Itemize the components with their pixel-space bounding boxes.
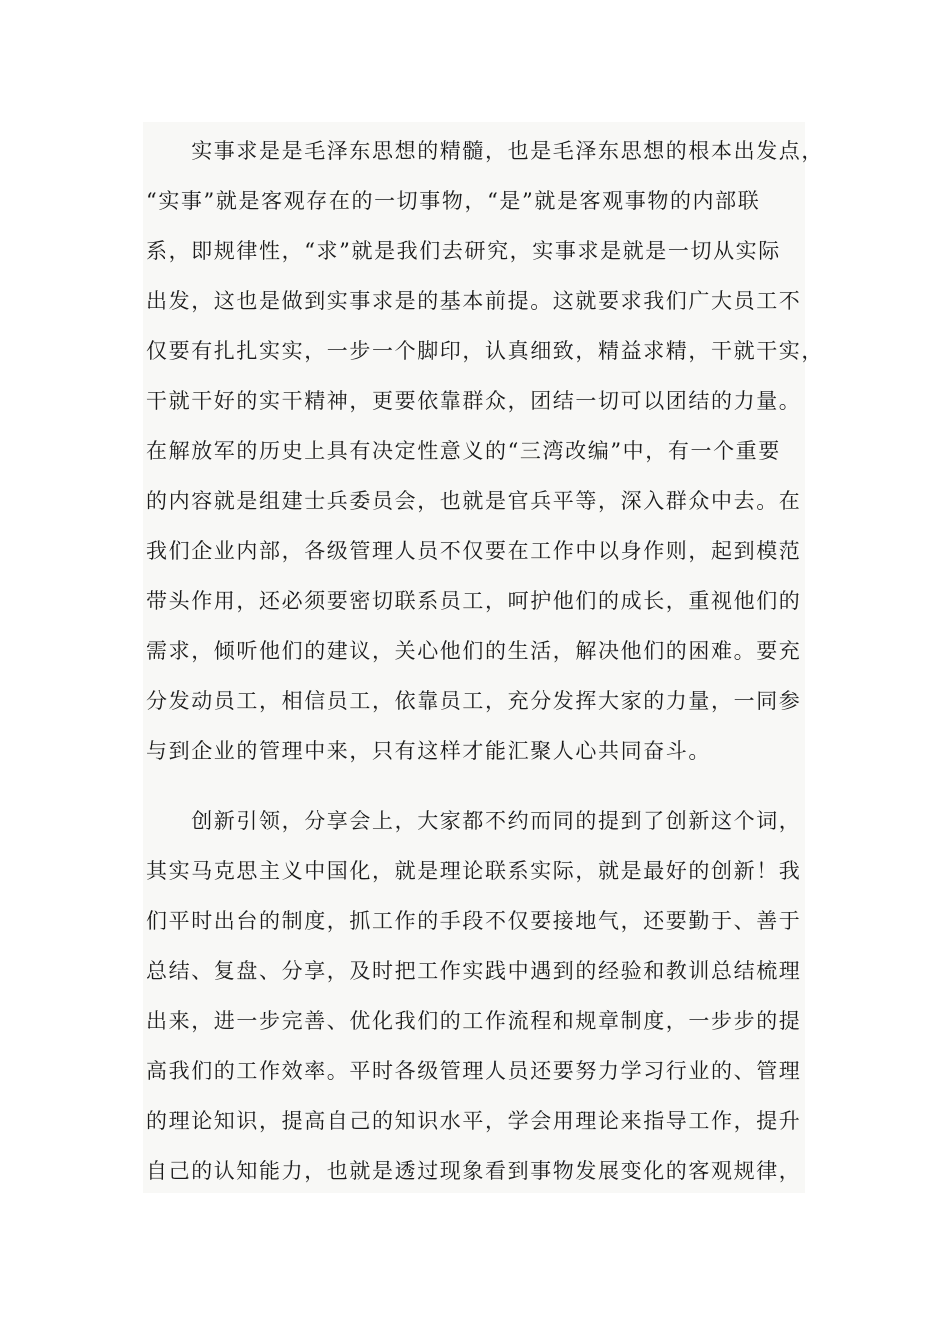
paragraph-1-line-4: 出发，这也是做到实事求是的基本前提。这就要求我们广大员工不 [146,289,802,313]
paragraph-1-line-7: 在解放军的历史上具有决定性意义的“三湾改编”中，有一个重要 [146,439,781,463]
paragraph-2-line-8: 自己的认知能力，也就是透过现象看到事物发展变化的客观规律， [146,1159,802,1183]
paragraph-1-line-13: 与到企业的管理中来，只有这样才能汇聚人心共同奋斗。 [146,739,711,763]
paragraph-1-line-8: 的内容就是组建士兵委员会，也就是官兵平等，深入群众中去。在 [146,489,802,513]
paragraph-1-line-2: “实事”就是客观存在的一切事物，“是”就是客观事物的内部联 [146,189,761,213]
paragraph-1-line-3: 系，即规律性，“求”就是我们去研究，实事求是就是一切从实际 [146,239,781,263]
paragraph-1-line-6: 干就干好的实干精神，更要依靠群众，团结一切可以团结的力量。 [146,389,802,413]
paragraph-2-line-6: 高我们的工作效率。平时各级管理人员还要努力学习行业的、管理 [146,1059,802,1083]
paragraph-1-line-5: 仅要有扎扎实实，一步一个脚印，认真细致，精益求精，干就干实， [146,339,824,363]
paragraph-1-line-12: 分发动员工，相信员工，依靠员工，充分发挥大家的力量，一同参 [146,689,802,713]
paragraph-1-line-1: 实事求是是毛泽东思想的精髓，也是毛泽东思想的根本出发点， [146,139,824,163]
paragraph-2-line-2: 其实马克思主义中国化，就是理论联系实际，就是最好的创新！我 [146,859,802,883]
paragraph-2-line-3: 们平时出台的制度，抓工作的手段不仅要接地气，还要勤于、善于 [146,909,802,933]
paragraph-2-line-5: 出来，进一步完善、优化我们的工作流程和规章制度，一步步的提 [146,1009,802,1033]
document-text-block [143,122,824,1193]
paragraph-2-line-7: 的理论知识，提高自己的知识水平，学会用理论来指导工作，提升 [146,1109,802,1133]
paragraph-2-line-4: 总结、复盘、分享，及时把工作实践中遇到的经验和教训总结梳理 [146,959,802,983]
paragraph-1-line-11: 需求，倾听他们的建议，关心他们的生活，解决他们的困难。要充 [146,639,802,663]
paragraph-1-line-9: 我们企业内部，各级管理人员不仅要在工作中以身作则，起到模范 [146,539,802,563]
paragraph-1-line-10: 带头作用，还必须要密切联系员工，呵护他们的成长，重视他们的 [146,589,802,613]
paragraph-2-line-1: 创新引领，分享会上，大家都不约而同的提到了创新这个词， [146,809,802,833]
